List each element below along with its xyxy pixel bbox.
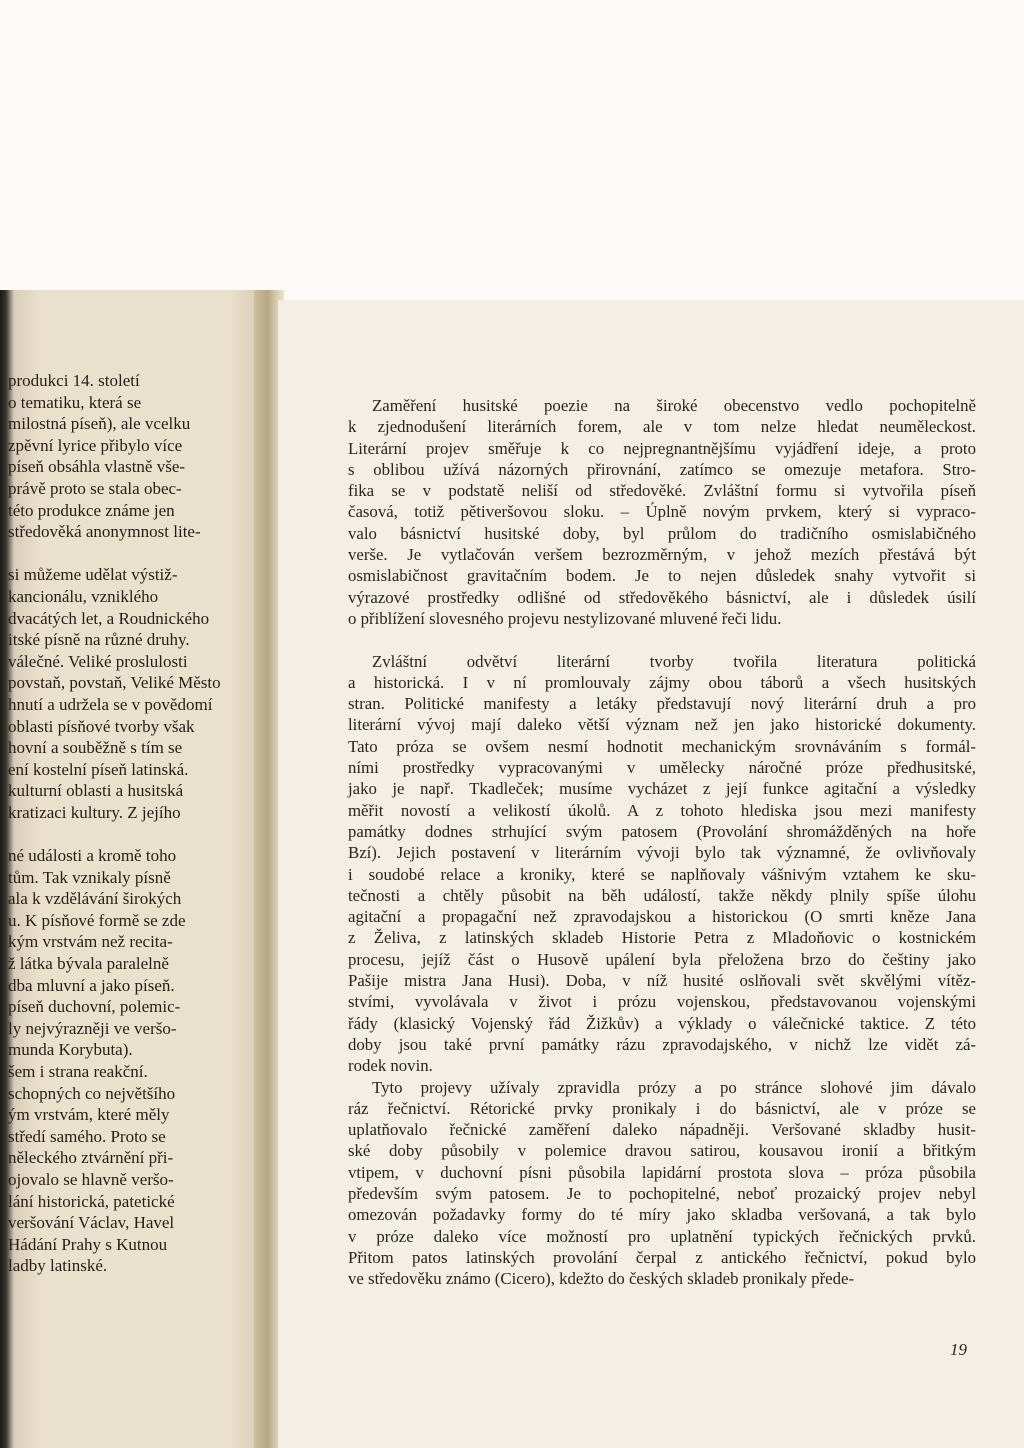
text-line: Zvláštní odvětví literární tvorby tvořila literatura politická — [372, 651, 976, 671]
text-line: Přitom patos latinských provolání čerpal z antického řečnictví, pokud bylo — [348, 1247, 976, 1267]
text-line: ráz řečnictví. Rétorické prvky pronikaly i do básnictví, ale v próze se — [348, 1098, 976, 1118]
left-page-line: dba mluvní a jako píseň. — [8, 975, 175, 995]
text-line: výrazové prostředky odlišné od středověkého básnictví, ale i důsledek úsilí — [348, 587, 976, 607]
left-page-line — [8, 543, 258, 565]
left-page-line: produkci 14. století — [8, 371, 140, 390]
left-page-line: ž látka bývala paralelně — [8, 954, 169, 974]
right-page-text — [348, 395, 976, 1289]
left-page-line: něleckého ztvárnění při- — [8, 1148, 174, 1168]
left-page-line: munda Korybuta). — [8, 1040, 133, 1060]
text-line: verše. Je vytlačován veršem bezrozměrným, v jehož mezích přestává být — [348, 545, 976, 565]
left-page-line: kratizaci kultury. Z jejího — [8, 802, 181, 822]
text-line: Pašije mistra Jana Husi). Doba, v níž husité oslňovali svět skvělými vítěz- — [348, 971, 976, 991]
text-line: uplatňovalo řečnické zaměření daleko nápadněji. Veršované skladby husit- — [348, 1120, 976, 1140]
left-page-line: hovní a souběžně s tím se — [8, 738, 183, 758]
text-line: Bzí). Jejich postavení v literárním vývoji bylo tak významné, že ovlivňovaly — [348, 843, 976, 863]
left-page-line: oblasti písňové tvorby však — [8, 716, 195, 736]
left-page-line: zpěvní lyrice přibylo více — [8, 435, 183, 455]
text-line: agitační a propagační než zpravodajskou a historickou (O smrti kněze Jana — [348, 907, 976, 927]
text-line: i soudobé relace a kroniky, které se naplňovaly vášnivým vztahem ke sku- — [348, 864, 976, 884]
left-page-line: schopných co největšího — [8, 1083, 176, 1103]
left-page-line: dvacátých let, a Roudnického — [8, 608, 210, 628]
left-page-line: povstaň, povstaň, Veliké Město — [8, 673, 221, 693]
left-page-line — [8, 823, 258, 845]
paragraph-paragraph1 — [348, 395, 976, 629]
text-line: ními prostředky vypracovanými v umělecky náročné próze předhusitské, — [348, 758, 976, 778]
text-line: ské doby působily v polemice dravou satirou, kousavou ironií a břitkým — [348, 1141, 976, 1161]
left-page-line: ly nejvýrazněji ve veršo- — [8, 1018, 177, 1038]
left-page-line: itské písně na různé druhy. — [8, 630, 190, 650]
left-page-line: kým vrstvám než recita- — [8, 932, 173, 952]
text-line: ve středověku známo (Cicero), kdežto do českých skladeb pronikaly přede- — [348, 1269, 855, 1289]
left-page-line: této produkce známe jen — [8, 500, 175, 520]
left-page-line: si můžeme udělat výstiž- — [8, 565, 178, 585]
left-page-line: o tematiku, která se — [8, 392, 142, 412]
text-line: a historická. I v ní promlouvaly zájmy obou táborů a všech husitských — [348, 672, 976, 692]
left-page-line: ojovalo se hlavně veršo- — [8, 1169, 174, 1189]
text-line: památky dodnes strhující svým patosem (Provolání shromážděných na hoře — [348, 821, 976, 841]
text-line: z Želiva, z latinských skladeb Historie Petra z Mladoňovic o kostnickém — [348, 928, 976, 948]
left-page-line: u. K písňové formě se zde — [8, 910, 186, 930]
text-line: valo básnictví husitské doby, byl průlom do tradičního osmislabičného — [348, 523, 976, 543]
page-number: 19 — [950, 1340, 967, 1359]
text-line: časová, totiž pětiveršovou sloku. – Úplně novým prvkem, který si vypraco- — [348, 502, 976, 522]
paragraph-gap — [348, 629, 976, 650]
text-line: měřit novostí a velikostí úkolů. A z tohoto hlediska jsou mezi manifesty — [348, 800, 976, 820]
text-line: omezován požadavky formy do té míry jako skladba veršovaná, a tak bylo — [348, 1205, 976, 1225]
text-line: tečnosti a chtěly působit na běh událostí, takže někdy plnily spíše úlohu — [348, 885, 976, 905]
left-page-line: veršování Václav, Havel — [8, 1213, 175, 1233]
left-page-line: právě proto se stala obec- — [8, 478, 182, 498]
text-line: Literární projev směřuje k co nejpregnantnějšímu vyjádření ideje, a proto — [348, 438, 976, 458]
left-page-line: válečné. Veliké proslulosti — [8, 651, 188, 671]
text-line: osmislabičnost gravitačním bodem. Je to nejen důsledek snahy vytvořit si — [348, 566, 976, 586]
paragraph-paragraph2 — [348, 651, 976, 1077]
text-line: Tato próza se ovšem nesmí hodnotit mechanickým srovnáváním s formál- — [348, 736, 976, 756]
text-line: v próze daleko více možností pro uplatnění typických řečnických prvků. — [348, 1226, 976, 1246]
text-line: procesu, jejíž část o Husově upálení byla přeložena brzo do češtiny jako — [348, 949, 976, 969]
left-page-line: kancionálu, vzniklého — [8, 586, 159, 606]
text-line: rodek novin. — [348, 1056, 433, 1076]
left-page-line: kulturní oblasti a husitská — [8, 781, 184, 801]
text-line: o přiblížení slovesného projevu nestylizované mluvené řeči lidu. — [348, 608, 782, 628]
left-page-line: Hádání Prahy s Kutnou — [8, 1234, 168, 1254]
text-line: fika se v podstatě neliší od středověké. Zvláštní formu si vytvořila píseň — [348, 481, 976, 501]
text-line: jako je např. Tkadleček; musíme vycházet z její funkce agitační a výsledky — [348, 779, 976, 799]
left-page-line: ení kostelní píseň latinská. — [8, 759, 189, 779]
text-line: k zjednodušení literárních forem, ale v tom nelze hledat neuměleckost. — [348, 417, 976, 437]
left-page-text — [8, 370, 258, 1277]
left-page-line: píseň obsáhla vlastně vše- — [8, 457, 186, 477]
left-page-line: lání historická, patetické — [8, 1191, 175, 1211]
paragraph-paragraph3 — [348, 1077, 976, 1290]
text-line: literární vývoj mají daleko větší význam než jen jako historické dokumenty. — [348, 715, 976, 735]
text-line: stvími, vyvolávala v život i prózu vojenskou, představovanou vojenskými — [348, 992, 976, 1012]
text-line: Tyto projevy užívaly zpravidla prózy a po stránce slohové jim dávalo — [372, 1077, 976, 1097]
text-line: Zaměření husitské poezie na široké obecenstvo vedlo pochopitelně — [372, 396, 976, 415]
left-page-line: středověká anonymnost lite- — [8, 522, 201, 542]
text-line: stran. Politické manifesty a letáky představují nový literární druh a pro — [348, 694, 976, 714]
left-page-line: šem i strana reakční. — [8, 1062, 148, 1081]
text-line: řády (klasický Vojenský řád Žižkův) a výklady o válečnické taktice. Z této — [348, 1013, 976, 1033]
left-page-line: ala k vzdělávání širokých — [8, 889, 182, 909]
left-page-line: středí samého. Proto se — [8, 1126, 166, 1146]
left-page-line: ým vrstvám, které měly — [8, 1105, 170, 1125]
left-page-line: né události a kromě toho — [8, 846, 177, 866]
text-line: vtipem, v duchovní písni působila lapidární prostota slova – próza působila — [348, 1162, 976, 1182]
left-page-line: ladby latinské. — [8, 1256, 108, 1276]
text-line: s oblibou užívá názorných přirovnání, zatímco se omezuje metafora. Stro- — [348, 459, 976, 479]
left-page-line: hnutí a udržela se v povědomí — [8, 694, 213, 714]
left-page-line: milostná píseň), ale vcelku — [8, 414, 191, 434]
left-page-line: tům. Tak vznikaly písně — [8, 867, 171, 887]
blank-top-area — [0, 0, 1024, 300]
text-line: doby jsou také první památky rázu zpravodajského, v nichž lze vidět zá- — [348, 1034, 976, 1054]
left-page-line: píseň duchovní, polemic- — [8, 997, 181, 1017]
text-line: především svým patosem. Je to pochopitelné, neboť prozaický projev nebyl — [348, 1183, 976, 1203]
